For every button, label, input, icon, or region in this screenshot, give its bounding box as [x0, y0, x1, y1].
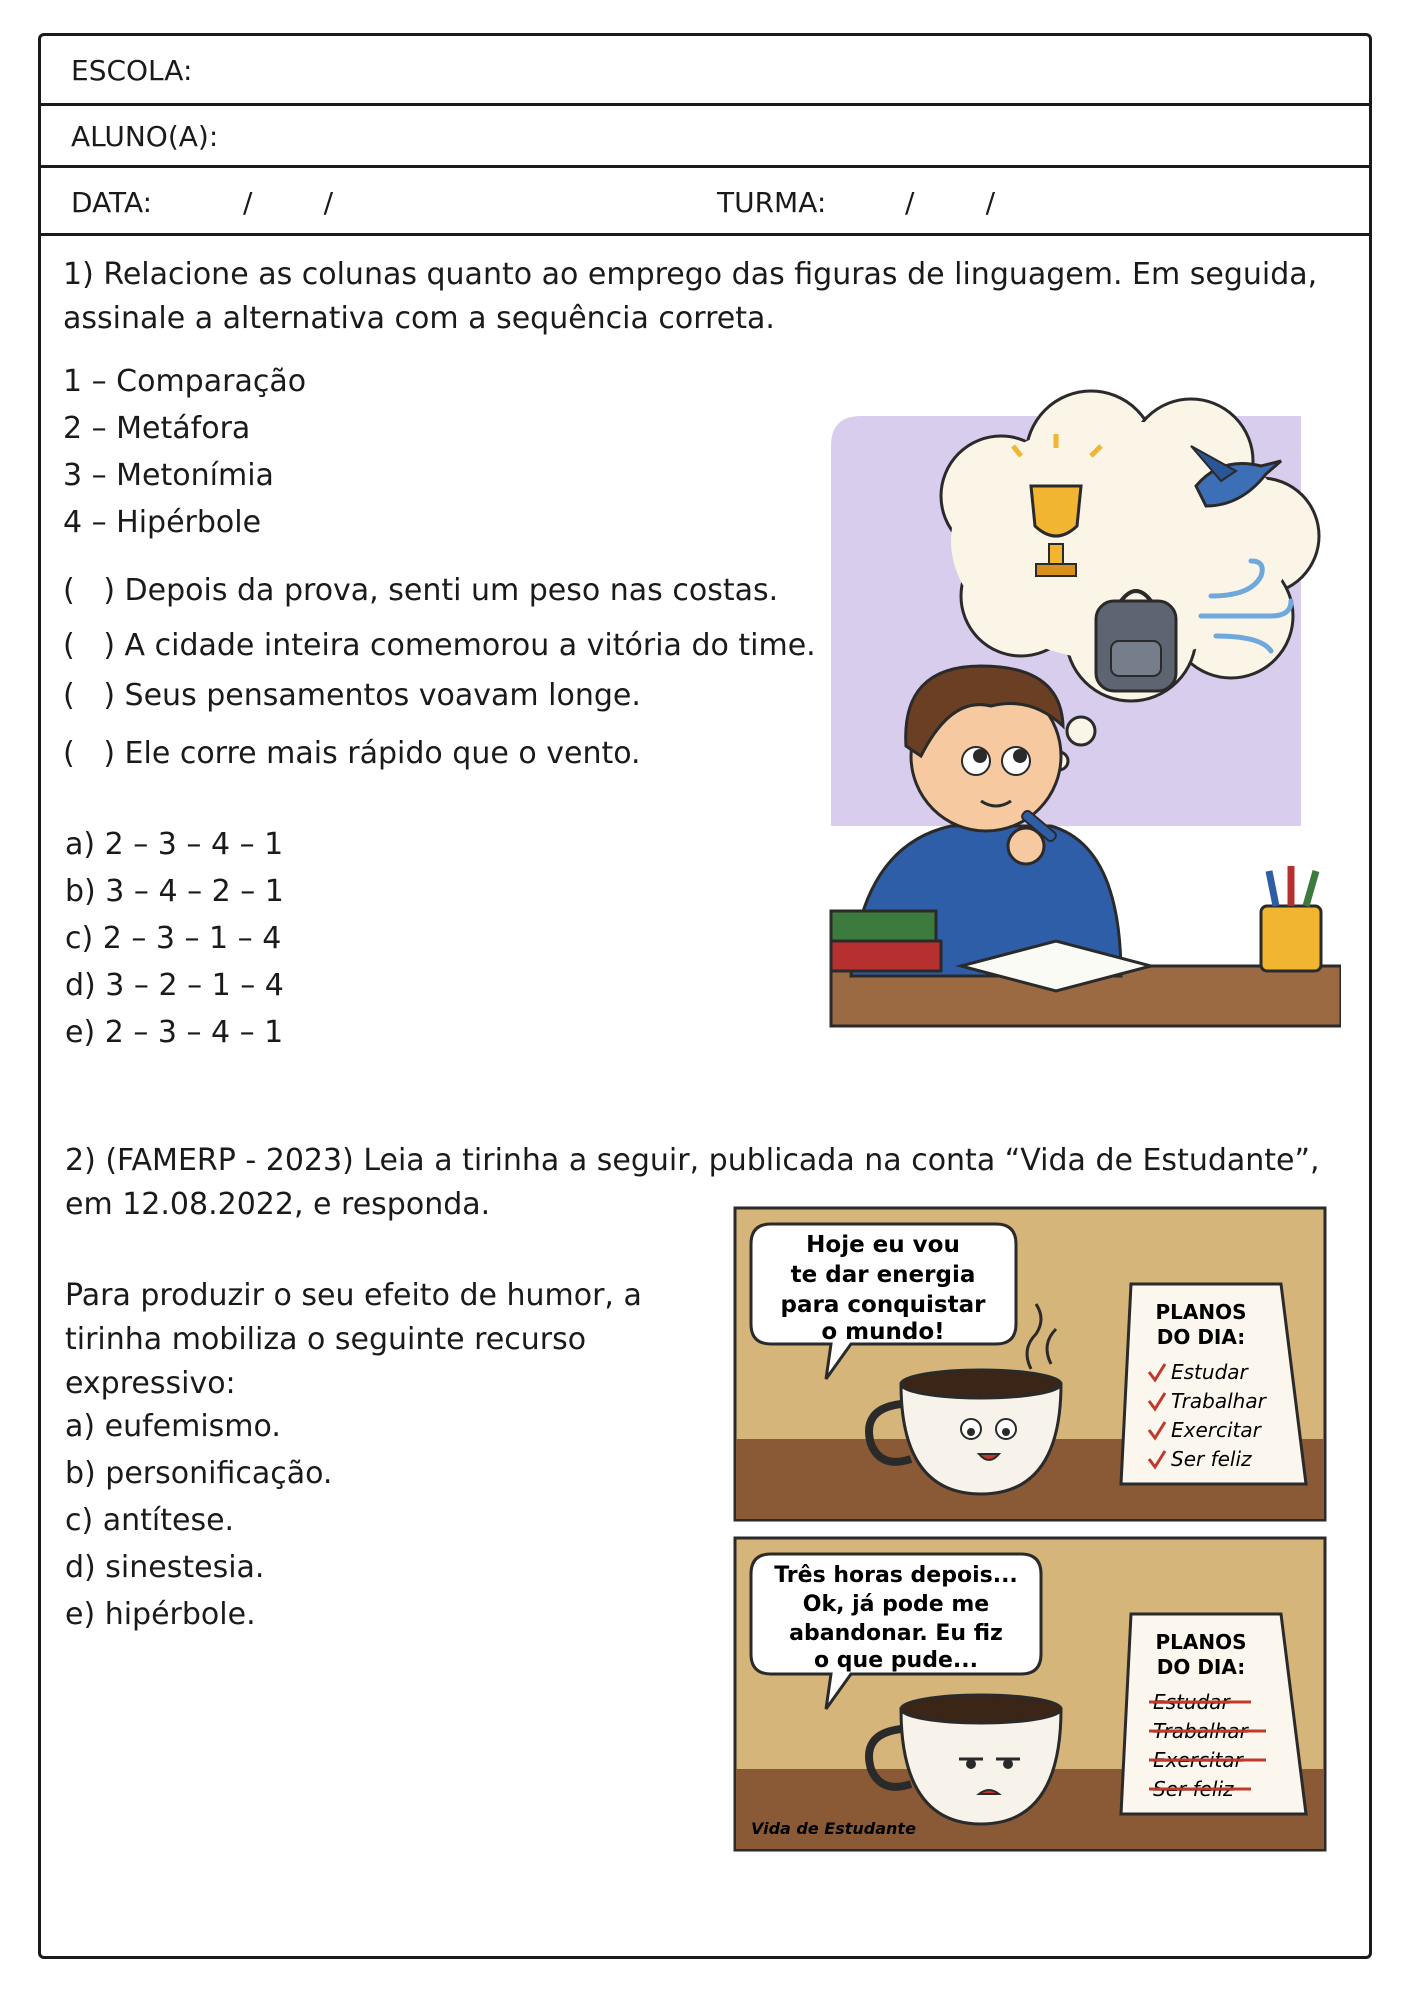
task-item: Exercitar: [1171, 1418, 1261, 1442]
calendar-title: DO DIA:: [1156, 1325, 1246, 1349]
q1-column-item: 1 – Comparação: [63, 364, 307, 399]
boy-thinking-illustration: [791, 376, 1341, 1036]
q1-sentence: ( ) Ele corre mais rápido que o vento.: [63, 736, 641, 771]
speech-line: te dar energia: [790, 1262, 976, 1288]
task-item: Estudar: [1171, 1360, 1248, 1384]
aluno-label: ALUNO(A):: [71, 120, 219, 153]
speech-line: abandonar. Eu fiz: [789, 1621, 1003, 1646]
speech-line: para conquistar: [780, 1292, 986, 1318]
q1-sentence: ( ) A cidade inteira comemorou a vitória do time.: [63, 628, 816, 663]
q1-option[interactable]: b) 3 – 4 – 2 – 1: [65, 874, 284, 909]
escola-row: [41, 36, 1369, 106]
q1-option[interactable]: a) 2 – 3 – 4 – 1: [65, 827, 284, 862]
calendar-title: PLANOS: [1155, 1300, 1247, 1324]
pencil-cup-icon: [1261, 866, 1321, 971]
q2-prompt: 2) (FAMERP - 2023) Leia a tirinha a seguir, publicada na conta “Vida de Estudante”, em 12.08.2022, e responda.: [65, 1143, 1320, 1222]
comic-signature: Vida de Estudante: [751, 1819, 916, 1838]
q2-option[interactable]: d) sinestesia.: [65, 1550, 265, 1585]
q1-sentence: ( ) Seus pensamentos voavam longe.: [63, 678, 641, 713]
calendar-title: PLANOS: [1155, 1630, 1247, 1654]
task-item: Exercitar: [1153, 1748, 1243, 1772]
comic-panel-1: [735, 1208, 1325, 1520]
turma-slashes: / /: [905, 186, 996, 219]
comic-strip: [731, 1204, 1331, 1876]
comic-panel-2: [735, 1538, 1325, 1850]
q1-column-item: 2 – Metáfora: [63, 411, 251, 446]
aluno-row: [41, 106, 1369, 168]
calendar-1: [1121, 1284, 1306, 1484]
escola-label: ESCOLA:: [71, 54, 193, 87]
speech-line: o mundo!: [821, 1319, 945, 1345]
q2-option[interactable]: e) hipérbole.: [65, 1597, 256, 1632]
q1-prompt: 1) Relacione as colunas quanto ao emprego das figuras de linguagem. Em seguida, assinale a alternativa com a sequência correta.: [63, 257, 1318, 336]
q2-option[interactable]: c) antítese.: [65, 1503, 235, 1538]
q1-column-item: 4 – Hipérbole: [63, 505, 262, 540]
speech-line: Três horas depois...: [774, 1563, 1018, 1588]
task-item: Ser feliz: [1153, 1777, 1234, 1801]
speech-line: Ok, já pode me: [802, 1592, 990, 1617]
data-turma-row: [41, 168, 1369, 236]
task-item: Trabalhar: [1153, 1719, 1248, 1743]
data-label: DATA:: [71, 186, 153, 219]
q1-option[interactable]: c) 2 – 3 – 1 – 4: [65, 921, 282, 956]
calendar-title: DO DIA:: [1156, 1655, 1246, 1679]
task-item: Trabalhar: [1171, 1389, 1266, 1413]
calendar-2: [1121, 1614, 1306, 1814]
q2-option[interactable]: a) eufemismo.: [65, 1409, 281, 1444]
turma-label: TURMA:: [717, 186, 827, 219]
task-item: Estudar: [1153, 1690, 1230, 1714]
q2-statement: Para produzir o seu efeito de humor, a tirinha mobiliza o seguinte recurso expressivo:: [65, 1278, 642, 1401]
speech-line: o que pude...: [814, 1648, 978, 1673]
q2-option[interactable]: b) personificação.: [65, 1456, 333, 1491]
books-stack: [831, 911, 941, 971]
data-slashes: / /: [243, 186, 334, 219]
q1-sentence: ( ) Depois da prova, senti um peso nas costas.: [63, 573, 779, 608]
task-item: Ser feliz: [1171, 1447, 1252, 1471]
worksheet: [38, 33, 1372, 1959]
backpack-icon: [1096, 591, 1176, 691]
q1-column-item: 3 – Metonímia: [63, 458, 274, 493]
q1-option[interactable]: d) 3 – 2 – 1 – 4: [65, 968, 284, 1003]
speech-line: Hoje eu vou: [806, 1232, 960, 1258]
q1-option[interactable]: e) 2 – 3 – 4 – 1: [65, 1015, 284, 1050]
